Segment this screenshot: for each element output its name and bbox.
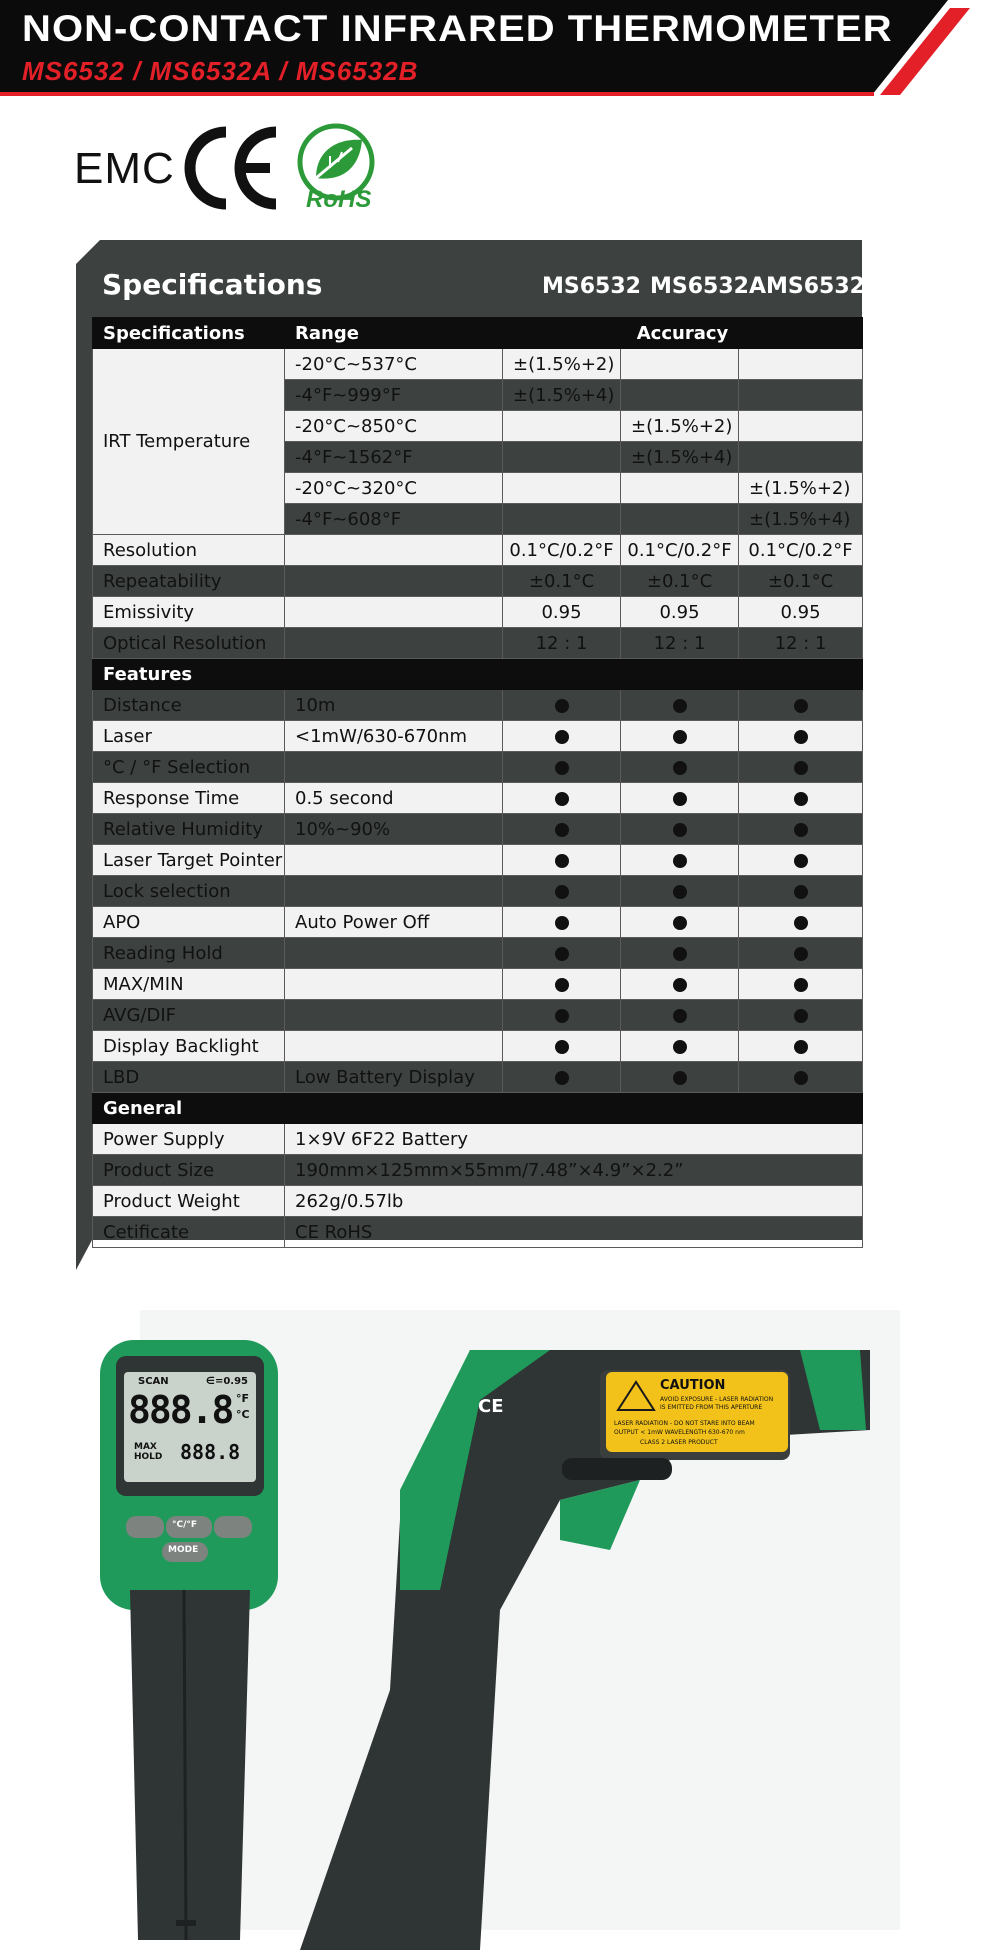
accuracy-cell (621, 473, 739, 504)
table-row (93, 1124, 863, 1155)
feature-support-cell (739, 690, 863, 721)
value-cell: 0.95 (739, 597, 863, 628)
table-row (93, 1000, 863, 1031)
bullet-dot-icon (673, 885, 687, 899)
accuracy-cell: ±(1.5%+2) (621, 411, 739, 442)
bullet-dot-icon (555, 854, 569, 868)
accuracy-cell (503, 442, 621, 473)
table-row (93, 876, 863, 907)
general-value: 1×9V 6F22 Battery (285, 1124, 863, 1155)
col-header-range: Range (285, 318, 503, 349)
bullet-dot-icon (794, 885, 808, 899)
feature-support-cell (621, 752, 739, 783)
feature-range: <1mW/630-670nm (285, 721, 503, 752)
feature-label: Display Backlight (93, 1031, 285, 1062)
value-cell: 0.1°C/0.2°F (503, 535, 621, 566)
feature-label: Laser Target Pointer (93, 845, 285, 876)
lcd-scan-label: SCAN (138, 1376, 169, 1387)
feature-support-cell (503, 1031, 621, 1062)
feature-range (285, 1000, 503, 1031)
feature-support-cell (621, 1000, 739, 1031)
bullet-dot-icon (555, 699, 569, 713)
range-cell (285, 566, 503, 597)
accuracy-cell (739, 349, 863, 380)
bullet-dot-icon (673, 916, 687, 930)
feature-support-cell (739, 969, 863, 1000)
value-cell: 0.1°C/0.2°F (739, 535, 863, 566)
value-cell: ±0.1°C (739, 566, 863, 597)
general-label: Product Size (93, 1155, 285, 1186)
feature-label: MAX/MIN (93, 969, 285, 1000)
table-row (93, 721, 863, 752)
range-cell: -4°F~608°F (285, 504, 503, 535)
lcd-main-digits: 888.8 (128, 1388, 233, 1432)
range-cell: -20°C~320°C (285, 473, 503, 504)
general-label: Product Weight (93, 1186, 285, 1217)
bullet-dot-icon (555, 761, 569, 775)
accuracy-cell: ±(1.5%+2) (739, 473, 863, 504)
model-heading-ms6532: MS6532 (542, 274, 641, 299)
feature-support-cell (621, 690, 739, 721)
model-list: MS6532 / MS6532A / MS6532B (22, 56, 419, 86)
range-cell: -20°C~537°C (285, 349, 503, 380)
col-header-accuracy: Accuracy (503, 318, 863, 349)
rohs-label: RoHS (306, 186, 372, 213)
feature-support-cell (621, 876, 739, 907)
feature-range (285, 876, 503, 907)
lcd-sub-digits: 888.8 (180, 1440, 241, 1464)
irt-temperature-label: IRT Temperature (93, 349, 285, 535)
bullet-dot-icon (555, 792, 569, 806)
mode-button[interactable]: MODE (168, 1545, 199, 1555)
feature-support-cell (621, 1031, 739, 1062)
bullet-dot-icon (673, 730, 687, 744)
table-row (93, 1186, 863, 1217)
feature-support-cell (739, 1062, 863, 1093)
spec-label: Repeatability (93, 566, 285, 597)
feature-support-cell (739, 876, 863, 907)
lcd-emissivity: ∈=0.95 (206, 1376, 249, 1387)
table-row (93, 783, 863, 814)
accuracy-cell (503, 411, 621, 442)
bullet-dot-icon (673, 978, 687, 992)
features-heading: Features (93, 659, 863, 690)
table-row (93, 535, 863, 566)
panel-title: Specifications (102, 268, 323, 301)
bullet-dot-icon (794, 792, 808, 806)
feature-range (285, 845, 503, 876)
table-row (93, 690, 863, 721)
table-header-row (93, 318, 863, 349)
accuracy-cell (503, 504, 621, 535)
page-title: NON-CONTACT INFRARED THERMOMETER (22, 8, 893, 49)
bullet-dot-icon (555, 730, 569, 744)
general-value: 262g/0.57lb (285, 1186, 863, 1217)
feature-support-cell (503, 690, 621, 721)
feature-support-cell (739, 845, 863, 876)
range-cell: -4°F~1562°F (285, 442, 503, 473)
feature-range (285, 969, 503, 1000)
table-row (93, 1031, 863, 1062)
table-row (93, 814, 863, 845)
range-cell: -4°F~999°F (285, 380, 503, 411)
bullet-dot-icon (555, 978, 569, 992)
product-photos (0, 1290, 984, 1960)
general-section-header (93, 1093, 863, 1124)
emc-label: EMC (74, 144, 175, 193)
feature-support-cell (503, 1062, 621, 1093)
header-banner (0, 0, 984, 100)
specifications-panel (76, 240, 882, 1272)
accuracy-cell: ±(1.5%+2) (503, 349, 621, 380)
feature-label: Distance (93, 690, 285, 721)
ce-mark-icon (182, 126, 282, 210)
bullet-dot-icon (794, 978, 808, 992)
bullet-dot-icon (673, 854, 687, 868)
caution-line-1: AVOID EXPOSURE - LASER RADIATION (660, 1396, 774, 1403)
feature-support-cell (739, 752, 863, 783)
feature-range (285, 752, 503, 783)
general-label: Cetificate (93, 1217, 285, 1248)
bullet-dot-icon (794, 854, 808, 868)
feature-support-cell (503, 721, 621, 752)
general-value: CE RoHS (285, 1217, 863, 1248)
accuracy-cell: ±(1.5%+4) (739, 504, 863, 535)
feature-support-cell (621, 969, 739, 1000)
table-row (93, 597, 863, 628)
table-row (93, 628, 863, 659)
spec-table (92, 317, 863, 1248)
model-heading-ms6532b: MS6532B (766, 274, 882, 299)
celsius-fahrenheit-button[interactable]: °C/°F (172, 1520, 198, 1530)
bullet-dot-icon (673, 792, 687, 806)
caution-line-3: LASER RADIATION - DO NOT STARE INTO BEAM (614, 1420, 755, 1427)
feature-label: °C / °F Selection (93, 752, 285, 783)
feature-support-cell (739, 783, 863, 814)
caution-line-4: OUTPUT < 1mW WAVELENGTH 630-670 nm (614, 1429, 745, 1436)
general-heading: General (93, 1093, 863, 1124)
bullet-dot-icon (794, 823, 808, 837)
caution-line-2: IS EMITTED FROM THIS APERTURE (660, 1404, 763, 1411)
table-row (93, 349, 863, 380)
features-section-header (93, 659, 863, 690)
value-cell: ±0.1°C (503, 566, 621, 597)
feature-label: Relative Humidity (93, 814, 285, 845)
accuracy-cell (621, 380, 739, 411)
accuracy-cell (621, 504, 739, 535)
feature-range: 10m (285, 690, 503, 721)
value-cell: ±0.1°C (621, 566, 739, 597)
feature-label: Response Time (93, 783, 285, 814)
feature-support-cell (739, 907, 863, 938)
feature-support-cell (621, 845, 739, 876)
feature-range (285, 1031, 503, 1062)
feature-support-cell (621, 721, 739, 752)
spec-label: Resolution (93, 535, 285, 566)
feature-support-cell (503, 752, 621, 783)
certification-logos (74, 118, 404, 218)
bullet-dot-icon (555, 916, 569, 930)
feature-label: APO (93, 907, 285, 938)
accuracy-cell: ±(1.5%+4) (621, 442, 739, 473)
general-value: 190mm×125mm×55mm/7.48”×4.9”×2.2” (285, 1155, 863, 1186)
feature-support-cell (739, 814, 863, 845)
feature-support-cell (621, 938, 739, 969)
bullet-dot-icon (555, 823, 569, 837)
bullet-dot-icon (794, 1071, 808, 1085)
feature-range: 10%~90% (285, 814, 503, 845)
bullet-dot-icon (794, 1040, 808, 1054)
value-cell: 12 : 1 (621, 628, 739, 659)
feature-label: Laser (93, 721, 285, 752)
lcd-unit-f: °F (236, 1392, 250, 1405)
lcd-hold-label: HOLD (134, 1452, 163, 1462)
table-row (93, 907, 863, 938)
feature-support-cell (503, 814, 621, 845)
value-cell: 12 : 1 (503, 628, 621, 659)
feature-support-cell (739, 1031, 863, 1062)
side-ce-mark: CE (478, 1396, 504, 1417)
caution-line-5: CLASS 2 LASER PRODUCT (640, 1439, 718, 1446)
bullet-dot-icon (673, 761, 687, 775)
feature-support-cell (739, 1000, 863, 1031)
value-cell: 12 : 1 (739, 628, 863, 659)
bullet-dot-icon (794, 730, 808, 744)
bullet-dot-icon (794, 916, 808, 930)
spec-label: Optical Resolution (93, 628, 285, 659)
range-cell (285, 628, 503, 659)
table-row (93, 938, 863, 969)
feature-support-cell (739, 721, 863, 752)
feature-support-cell (503, 969, 621, 1000)
feature-range: 0.5 second (285, 783, 503, 814)
feature-range (285, 938, 503, 969)
lcd-unit-c: °C (236, 1408, 250, 1421)
bullet-dot-icon (673, 947, 687, 961)
bullet-dot-icon (555, 1071, 569, 1085)
spec-label: Emissivity (93, 597, 285, 628)
bullet-dot-icon (673, 1009, 687, 1023)
table-row (93, 969, 863, 1000)
accuracy-cell: ±(1.5%+4) (503, 380, 621, 411)
accuracy-cell (739, 380, 863, 411)
col-header-spec: Specifications (93, 318, 285, 349)
caution-title: CAUTION (660, 1378, 726, 1393)
feature-support-cell (739, 938, 863, 969)
bullet-dot-icon (794, 761, 808, 775)
value-cell: 0.1°C/0.2°F (621, 535, 739, 566)
table-row (93, 845, 863, 876)
feature-support-cell (503, 845, 621, 876)
table-row (93, 1062, 863, 1093)
value-cell: 0.95 (621, 597, 739, 628)
feature-support-cell (621, 783, 739, 814)
accuracy-cell (739, 411, 863, 442)
bullet-dot-icon (794, 947, 808, 961)
feature-label: Lock selection (93, 876, 285, 907)
range-cell: -20°C~850°C (285, 411, 503, 442)
range-cell (285, 535, 503, 566)
bullet-dot-icon (555, 1040, 569, 1054)
feature-support-cell (503, 907, 621, 938)
accuracy-cell (739, 442, 863, 473)
table-row (93, 1155, 863, 1186)
bullet-dot-icon (555, 1009, 569, 1023)
accuracy-cell (503, 473, 621, 504)
feature-support-cell (621, 814, 739, 845)
lcd-max-label: MAX (134, 1442, 157, 1452)
table-row (93, 1217, 863, 1248)
feature-support-cell (621, 907, 739, 938)
panel-header (102, 268, 882, 308)
bullet-dot-icon (673, 823, 687, 837)
bullet-dot-icon (673, 1040, 687, 1054)
feature-support-cell (503, 1000, 621, 1031)
general-label: Power Supply (93, 1124, 285, 1155)
range-cell (285, 597, 503, 628)
feature-label: Reading Hold (93, 938, 285, 969)
table-row (93, 752, 863, 783)
feature-range: Auto Power Off (285, 907, 503, 938)
value-cell: 0.95 (503, 597, 621, 628)
accuracy-cell (621, 349, 739, 380)
feature-label: AVG/DIF (93, 1000, 285, 1031)
bullet-dot-icon (555, 885, 569, 899)
feature-support-cell (621, 1062, 739, 1093)
bullet-dot-icon (794, 699, 808, 713)
bullet-dot-icon (673, 699, 687, 713)
table-row (93, 566, 863, 597)
bullet-dot-icon (555, 947, 569, 961)
feature-label: LBD (93, 1062, 285, 1093)
feature-support-cell (503, 783, 621, 814)
feature-range: Low Battery Display (285, 1062, 503, 1093)
feature-support-cell (503, 938, 621, 969)
bullet-dot-icon (673, 1071, 687, 1085)
feature-support-cell (503, 876, 621, 907)
bullet-dot-icon (794, 1009, 808, 1023)
model-heading-ms6532a: MS6532A (650, 274, 766, 299)
